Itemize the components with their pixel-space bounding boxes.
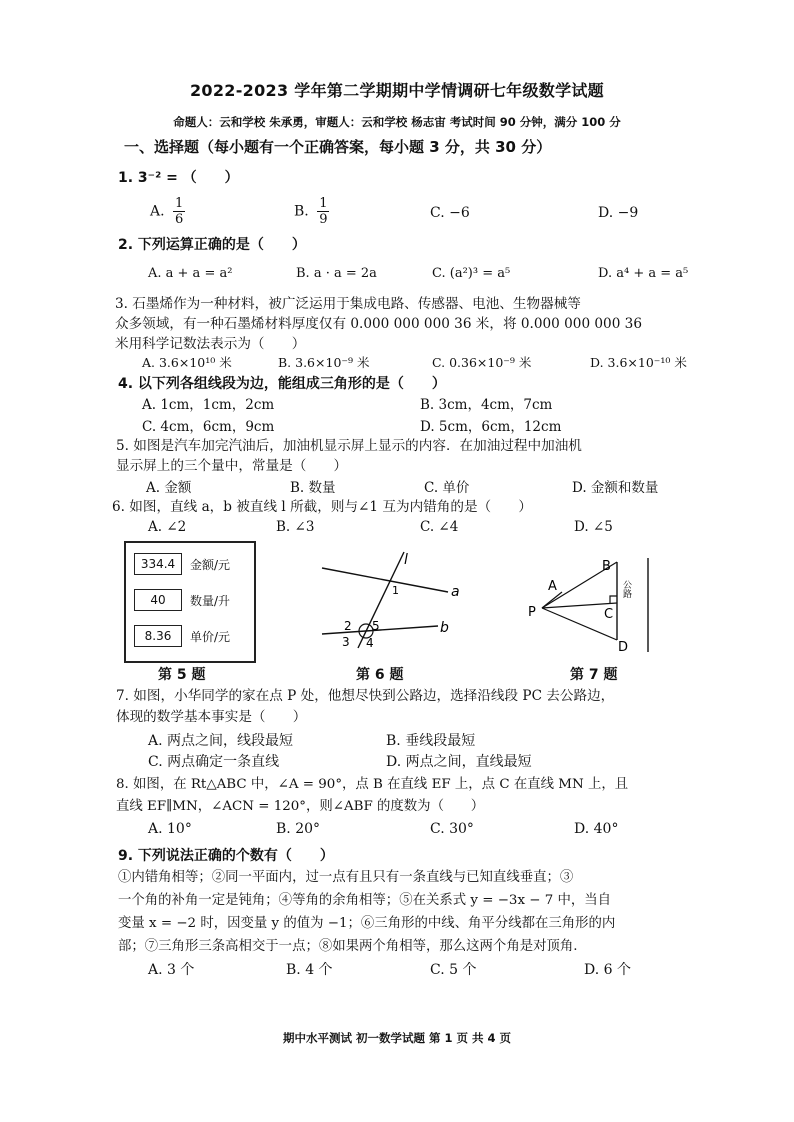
q3-line-1: 3. 石墨烯作为一种材料，被广泛运用于集成电路、传感器、电池、生物器械等 [115,296,581,312]
quantity-value: 40 [134,589,182,611]
label-A: A [548,579,557,594]
q4-option-d: D. 5cm，6cm，12cm [420,419,562,435]
exam-subtitle: 命题人：云和学校 朱承勇，审题人：云和学校 杨志宙 考试时间 90 分钟，满分 100 分 [173,115,621,129]
q2-option-a: A. a + a = a² [148,266,233,281]
q8-option-a: A. 10° [148,821,192,837]
display-row-amount [134,553,230,575]
q9-line-3: 变量 x = −2 时，因变量 y 的值为 −1；⑥三角形的中线、角平分线都在三角形的内 [118,916,616,931]
q9-stem: 9. 下列说法正确的个数有（ ） [118,848,334,864]
figure-7-caption: 第 7 题 [570,667,618,683]
line-l [358,552,404,648]
q1-option-c: C. −6 [430,205,470,221]
q8-line-2: 直线 EF∥MN，∠ACN = 120°，则∠ABF 的度数为（ ） [116,799,485,814]
price-label: 单价/元 [190,629,231,644]
figure-6-caption: 第 6 题 [356,667,404,683]
exam-title: 2022-2023 学年第二学期期中学情调研七年级数学试题 [190,81,604,100]
q2-option-d: D. a⁴ + a = a⁵ [598,266,689,281]
q3-line-3: 米用科学记数法表示为（ ） [115,336,306,352]
q9-line-1: ①内错角相等；②同一平面内，过一点有且只有一条直线与已知直线垂直；③ [118,870,574,885]
q4-option-b: B. 3cm，4cm，7cm [420,397,553,413]
label-P: P [528,605,536,620]
road-label: 公路 [621,580,631,598]
quantity-label: 数量/升 [190,593,231,608]
q4-stem: 4. 以下列各组线段为边，能组成三角形的是（ ） [118,376,446,392]
q3-option-c: C. 0.36×10⁻⁹ 米 [432,355,532,370]
figure-7-diagram [524,556,664,656]
q5-line-2: 显示屏上的三个量中，常量是（ ） [116,458,348,474]
q7-option-a: A. 两点之间，线段最短 [148,733,294,749]
q6-option-a: A. ∠2 [148,519,187,535]
display-row-price [134,625,230,647]
angle-5-label: 5 [372,619,380,633]
amount-label: 金额/元 [190,557,231,572]
price-value: 8.36 [134,625,182,647]
q5-option-a: A. 金额 [146,480,192,496]
display-row-quantity [134,589,230,611]
q7-option-d: D. 两点之间，直线最短 [386,754,532,770]
q3-option-d: D. 3.6×10⁻¹⁰ 米 [590,355,687,370]
q1-option-a: A. $\frac{1}{6}$ [150,196,184,227]
q4-option-c: C. 4cm，6cm，9cm [142,419,275,435]
q2-option-c: C. (a²)³ = a⁵ [432,266,511,281]
q5-line-1: 5. 如图是汽车加完汽油后，加油机显示屏上显示的内容．在加油过程中加油机 [116,438,582,454]
section-heading: 一、选择题（每小题有一个正确答案，每小题 3 分，共 30 分） [124,138,552,156]
segment-PA [542,592,562,608]
q7-option-c: C. 两点确定一条直线 [148,754,280,770]
q6-option-d: D. ∠5 [574,519,613,535]
label-l: l [404,552,408,568]
q3-option-a: A. 3.6×10¹⁰ 米 [142,355,232,370]
label-a: a [451,584,460,600]
q4-option-a: A. 1cm，1cm，2cm [142,397,275,413]
line-b [322,626,438,634]
q5-option-d: D. 金额和数量 [572,480,659,496]
angle-3-label: 3 [342,635,350,649]
q5-option-b: B. 数量 [290,480,336,496]
q1-stem: 1. 3⁻² = （ ） [118,170,239,186]
q5-option-c: C. 单价 [424,480,470,496]
label-D: D [618,640,629,655]
q7-line-2: 体现的数学基本事实是（ ） [116,709,307,725]
q9-option-d: D. 6 个 [584,962,631,978]
q1-option-d: D. −9 [598,205,639,221]
fuel-pump-display [124,541,256,663]
label-B: B [602,559,611,574]
page-footer: 期中水平测试 初一数学试题 第 1 页 共 4 页 [282,1031,512,1045]
q8-option-c: C. 30° [430,821,474,837]
q2-option-b: B. a · a = 2a [296,266,377,281]
q3-option-b: B. 3.6×10⁻⁹ 米 [278,355,370,370]
amount-value: 334.4 [134,553,182,575]
q9-line-4: 部；⑦三角形三条高相交于一点；⑧如果两个角相等，那么这两个角是对顶角. [118,939,578,954]
q7-option-b: B. 垂线段最短 [386,733,476,749]
q3-line-2: 众多领域，有一种石墨烯材料厚度仅有 0.000 000 000 36 米，将 0.000 000 000 36 [115,316,642,332]
q1-b-fraction: $\frac{1}{9}$ [319,196,328,227]
figure-5-caption: 第 5 题 [158,667,206,683]
q6-stem: 6. 如图，直线 a，b 被直线 l 所截，则与∠1 互为内错角的是（ ） [112,499,532,515]
q1-a-fraction: $\frac{1}{6}$ [175,196,184,227]
q8-option-b: B. 20° [276,821,321,837]
q8-line-1: 8. 如图，在 Rt△ABC 中，∠A = 90°，点 B 在直线 EF 上，点 C 在直线 MN 上，且 [116,777,629,792]
q2-stem: 2. 下列运算正确的是（ ） [118,237,306,253]
q6-option-b: B. ∠3 [276,519,315,535]
q9-option-a: A. 3 个 [148,962,195,978]
q9-line-2: 一个角的补角一定是钝角；④等角的余角相等；⑤在关系式 y = −3x − 7 中，当自 [118,893,612,908]
line-a [322,568,448,592]
label-b: b [440,620,449,636]
q9-option-b: B. 4 个 [286,962,333,978]
q1-option-b: B. $\frac{1}{9}$ [294,196,328,227]
q9-option-c: C. 5 个 [430,962,477,978]
right-angle-mark [610,596,617,603]
q6-option-c: C. ∠4 [420,519,459,535]
angle-4-label: 4 [366,636,374,650]
angle-1-label: 1 [392,584,399,597]
q8-option-d: D. 40° [574,821,619,837]
label-C: C [604,607,614,622]
figure-6-diagram [320,548,470,656]
q7-line-1: 7. 如图，小华同学的家在点 P 处，他想尽快到公路边，选择沿线段 PC 去公路边， [116,688,615,704]
angle-2-label: 2 [344,619,352,633]
